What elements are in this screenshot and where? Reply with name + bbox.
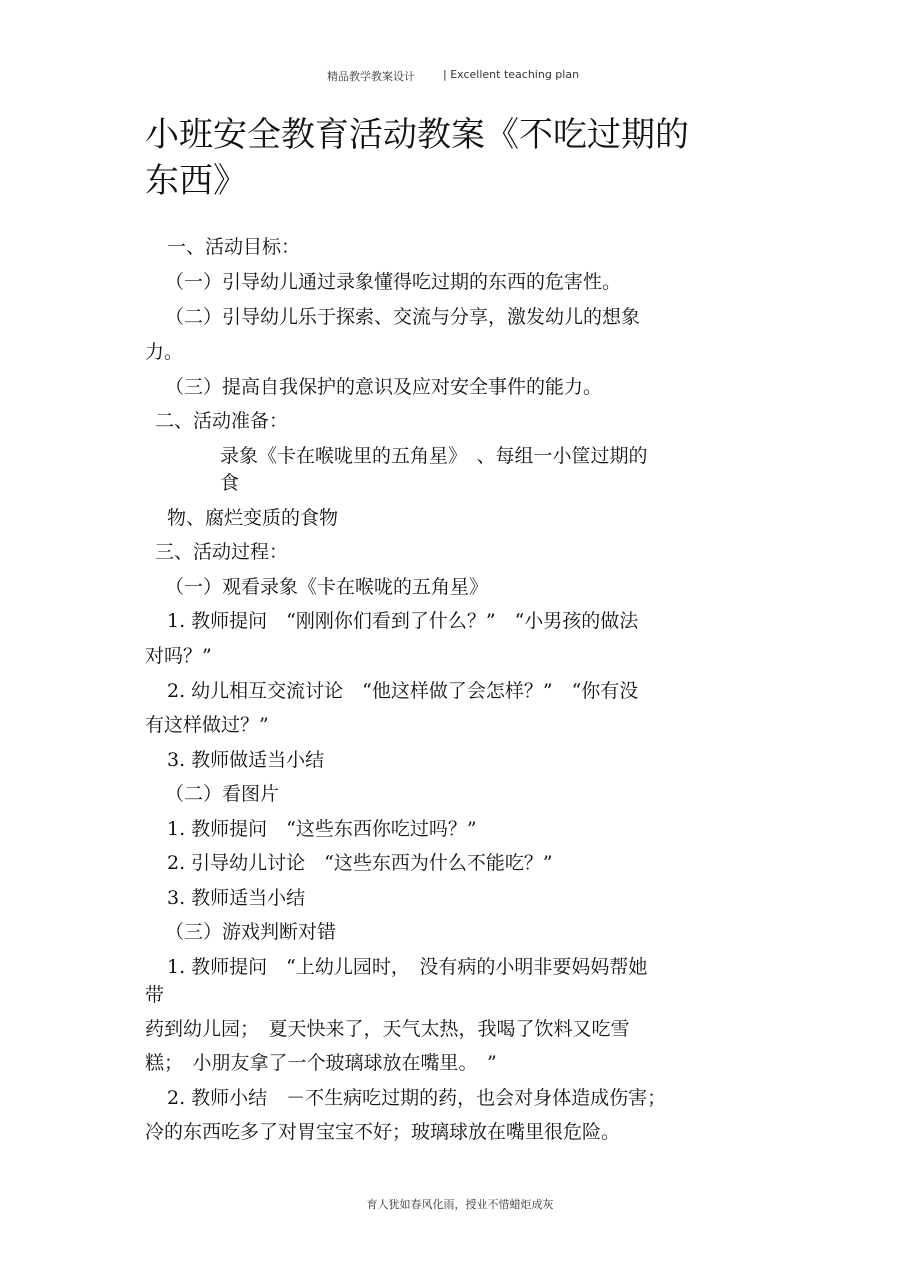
paragraph-line: （一）观看录象《卡在喉咙的五角星》 [165, 576, 489, 598]
paragraph-line: 1. 教师提问 “上幼儿园时， 没有病的小明非要妈妈帮她 [167, 956, 648, 978]
paragraph-line: （一）引导幼儿通过录象懂得吃过期的东西的危害性。 [165, 271, 622, 293]
paragraph-line: 对吗？” [145, 645, 212, 667]
page-footer: 育人犹如春风化雨，授业不惜蜡炬成灰 [366, 1198, 554, 1211]
paragraph-line: 2. 引导幼儿讨论 “这些东西为什么不能吃？” [167, 852, 553, 874]
paragraph-line: （二）看图片 [165, 783, 280, 805]
paragraph-line: （三）游戏判断对错 [165, 921, 337, 943]
paragraph-line: （三）提高自我保护的意识及应对安全事件的能力。 [165, 376, 603, 398]
paragraph-line: 药到幼儿园； 夏天快来了，天气太热，我喝了饮料又吃雪 [145, 1018, 630, 1040]
paragraph-line: 1. 教师提问 “这些东西你吃过吗？” [167, 818, 477, 840]
title-line-2: 东西》 [145, 161, 247, 201]
paragraph-line: 物、腐烂变质的食物 [167, 507, 339, 529]
paragraph-line: 力。 [145, 341, 184, 363]
paragraph-line: 带 [145, 984, 165, 1006]
paragraph-line: 糕； 小朋友拿了一个玻璃球放在嘴里。 ” [145, 1052, 497, 1074]
paragraph-line: 2. 教师小结 －不生病吃过期的药，也会对身体造成伤害； [167, 1087, 667, 1109]
paragraph-line: 1. 教师提问 “刚刚你们看到了什么？” “小男孩的做法 [167, 610, 639, 632]
title-line-1: 小班安全教育活动教案《不吃过期的 [145, 115, 689, 155]
paragraph-line: 3. 教师做适当小结 [167, 749, 325, 771]
paragraph-line: 冷的东西吃多了对胃宝宝不好；玻璃球放在嘴里很危险。 [145, 1121, 621, 1143]
paragraph-line: 3. 教师适当小结 [167, 887, 306, 909]
header-right: | Excellent teaching plan [443, 68, 580, 81]
paragraph-line: 有这样做过？” [145, 714, 269, 736]
document-title [145, 112, 705, 204]
paragraph-line: （二）引导幼儿乐于探索、交流与分享，激发幼儿的想象 [165, 306, 641, 328]
paragraph-line: 录象《卡在喉咙里的五角星》 、每组一小筐过期的 [220, 445, 648, 467]
section-heading: 一、活动目标： [167, 236, 301, 258]
section-heading: 二、活动准备： [155, 410, 289, 432]
paragraph-line: 2. 幼儿相互交流讨论 “他这样做了会怎样？” “你有没 [167, 680, 639, 702]
section-heading: 三、活动过程： [155, 541, 289, 563]
header-left: 精品教学教案设计 [327, 70, 415, 83]
paragraph-line: 食 [220, 472, 240, 494]
